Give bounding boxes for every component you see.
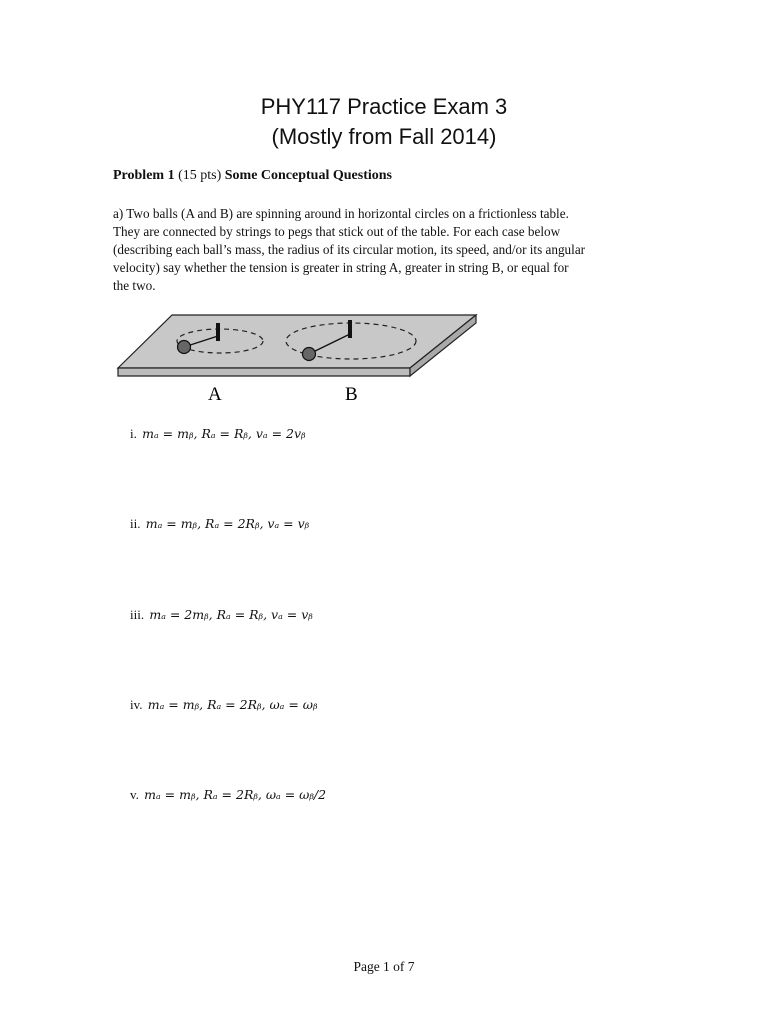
case-item	[130, 516, 309, 532]
label-a: A	[208, 384, 222, 405]
intro-line: velocity) say whether the tension is greater in string A, greater in string B, or equal for	[113, 260, 569, 275]
case-equation: mₐ = mᵦ, Rₐ = 2Rᵦ, ωₐ = ωᵦ	[147, 697, 318, 712]
problem-header	[113, 168, 392, 184]
ball-b	[303, 348, 316, 361]
problem-label: Problem 1	[113, 168, 175, 183]
intro-line: They are connected by strings to pegs that stick out of the table. For each case below	[113, 224, 561, 239]
case-label: v.	[130, 787, 139, 802]
case-label: iv.	[130, 697, 143, 712]
document-title	[0, 92, 768, 152]
case-equation: mₐ = mᵦ, Rₐ = Rᵦ, vₐ = 2vᵦ	[142, 426, 306, 441]
problem-intro	[113, 205, 673, 295]
case-equation: mₐ = 2mᵦ, Rₐ = Rᵦ, vₐ = vᵦ	[149, 607, 313, 622]
label-b: B	[345, 384, 358, 405]
case-label: ii.	[130, 516, 141, 531]
case-item	[130, 787, 326, 803]
case-item	[130, 607, 313, 623]
case-item	[130, 426, 306, 442]
page-number: Page 1 of 7	[353, 959, 415, 974]
peg-a	[216, 323, 220, 341]
case-equation: mₐ = mᵦ, Rₐ = 2Rᵦ, ωₐ = ωᵦ/2	[144, 787, 327, 802]
peg-b	[348, 320, 352, 338]
title-line-2: (Mostly from Fall 2014)	[271, 124, 497, 149]
case-item	[130, 697, 318, 713]
case-label: i.	[130, 426, 137, 441]
table-diagram	[110, 308, 490, 408]
ball-a	[178, 341, 191, 354]
problem-points: (15 pts)	[178, 168, 222, 183]
title-line-1: PHY117 Practice Exam 3	[260, 94, 508, 119]
intro-line: the two.	[113, 278, 156, 293]
problem-heading: Some Conceptual Questions	[224, 168, 392, 183]
case-equation: mₐ = mᵦ, Rₐ = 2Rᵦ, vₐ = vᵦ	[145, 516, 310, 531]
intro-line: a) Two balls (A and B) are spinning around in horizontal circles on a frictionless table.	[113, 206, 569, 221]
intro-line: (describing each ball’s mass, the radius of its circular motion, its speed, and/or its angular	[113, 242, 586, 257]
case-label: iii.	[130, 607, 145, 622]
table-front-edge	[118, 368, 410, 376]
